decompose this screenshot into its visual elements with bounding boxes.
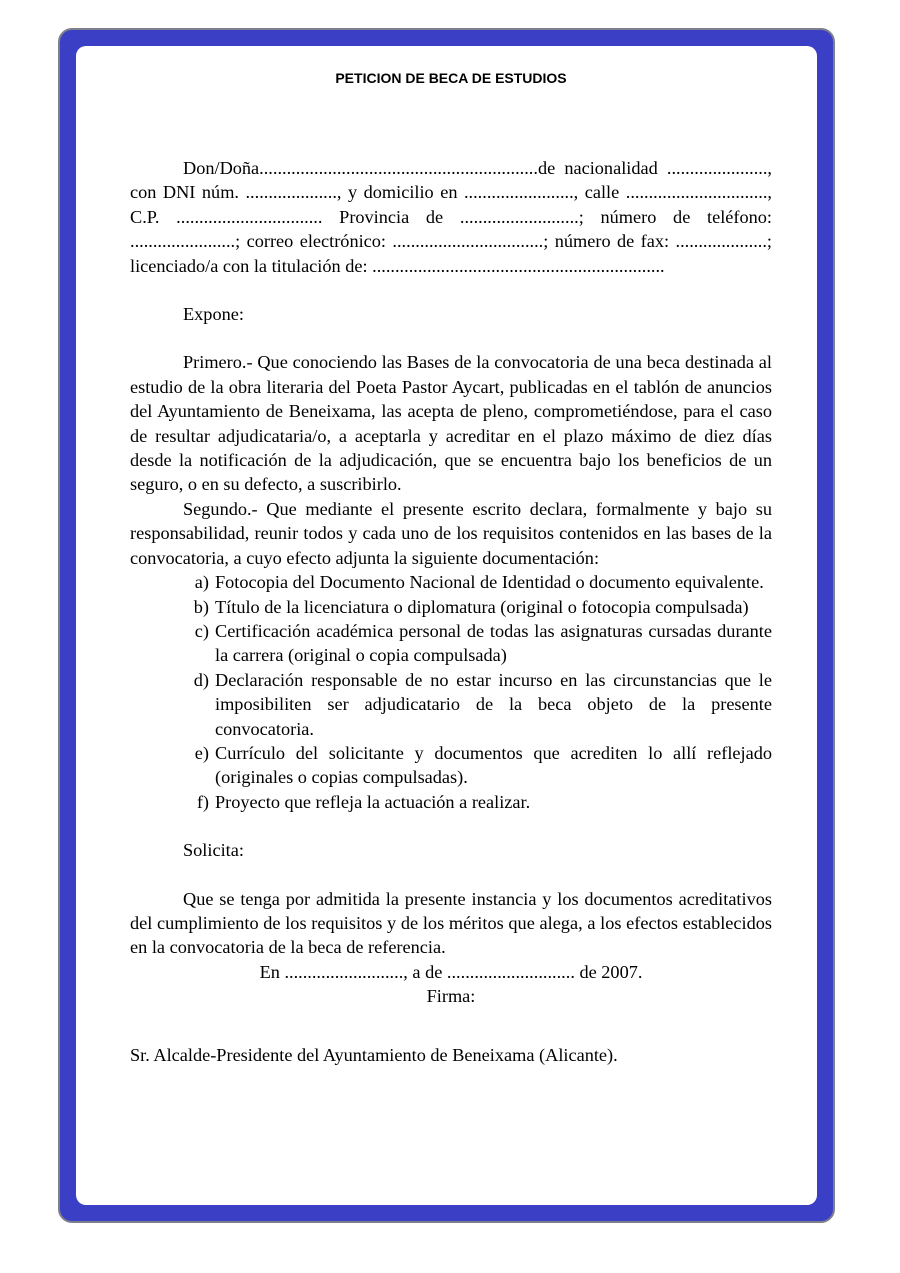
signature-label: Firma: <box>426 986 476 1007</box>
list-item-letter: e) <box>194 742 209 763</box>
list-item <box>130 570 772 594</box>
list-item-text: Certificación académica personal de todas las asignaturas cursadas durante la carrera (original o copia compulsada) <box>215 620 772 666</box>
list-item <box>130 741 772 790</box>
solicita-heading: Solicita: <box>183 840 244 861</box>
solicita-paragraph: Que se tenga por admitida la presente instancia y los documentos acreditativos del cumplimiento de los requisitos y de los méritos que alega, a los efectos establecidos en la convocatoria de la beca de referencia. <box>130 888 772 958</box>
applicant-details-paragraph: Don/Doña.............................................................de nacionalidad ......................, con DNI núm. ...................., y domicilio en ........................, calle ..............................., C.P. ................................ Provincia de ..........................; número de teléfono: .......................; correo electrónico: .................................; número de fax: ....................; licenciado/a con la titulación de: ................................................................ <box>130 158 772 276</box>
list-item-text: Proyecto que refleja la actuación a realizar. <box>215 791 531 812</box>
addressee-line: Sr. Alcalde-Presidente del Ayuntamiento de Beneixama (Alicante). <box>130 1044 618 1065</box>
list-item <box>130 790 772 814</box>
list-item-letter: f) <box>196 791 209 812</box>
place-date-line: En .........................., a de ............................ de 2007. <box>259 961 643 982</box>
list-item-text: Título de la licenciatura o diplomatura (original o fotocopia compulsada) <box>215 596 749 617</box>
document-title: PETICION DE BECA DE ESTUDIOS <box>335 70 567 86</box>
list-item-letter: a) <box>194 572 209 593</box>
list-item-text: Currículo del solicitante y documentos que acrediten lo allí reflejado (originales o copias compulsadas). <box>215 742 772 788</box>
documentation-list <box>130 570 772 814</box>
primero-paragraph: Primero.- Que conociendo las Bases de la convocatoria de una beca destinada al estudio de la obra literaria del Poeta Pastor Aycart, publicadas en el tablón de anuncios del Ayuntamiento de Beneixama, las acepta de pleno, comprometiéndose, para el caso de resultar adjudicataria/o, a aceptarla y acreditar en el plazo máximo de diez días desde la notificación de la adjudicación, que se encuentra bajo los beneficios de un seguro, o en su defecto, a suscribirlo. <box>130 352 772 495</box>
list-item <box>130 619 772 668</box>
expone-heading: Expone: <box>183 304 244 325</box>
list-item <box>130 668 772 741</box>
list-item-letter: d) <box>193 669 209 690</box>
list-item-text: Declaración responsable de no estar incurso en las circunstancias que le imposibiliten ser adjudicatario de la beca objeto de la presente convocatoria. <box>215 669 772 739</box>
list-item-letter: c) <box>194 620 209 641</box>
segundo-paragraph: Segundo.- Que mediante el presente escrito declara, formalmente y bajo su responsabilidad, reunir todos y cada uno de los requisitos contenidos en las bases de la convocatoria, a cuyo efecto adjunta la siguiente documentación: <box>130 498 772 568</box>
list-item <box>130 595 772 619</box>
list-item-letter: b) <box>193 596 209 617</box>
document-body <box>130 156 772 1067</box>
list-item-text: Fotocopia del Documento Nacional de Identidad o documento equivalente. <box>215 572 764 593</box>
